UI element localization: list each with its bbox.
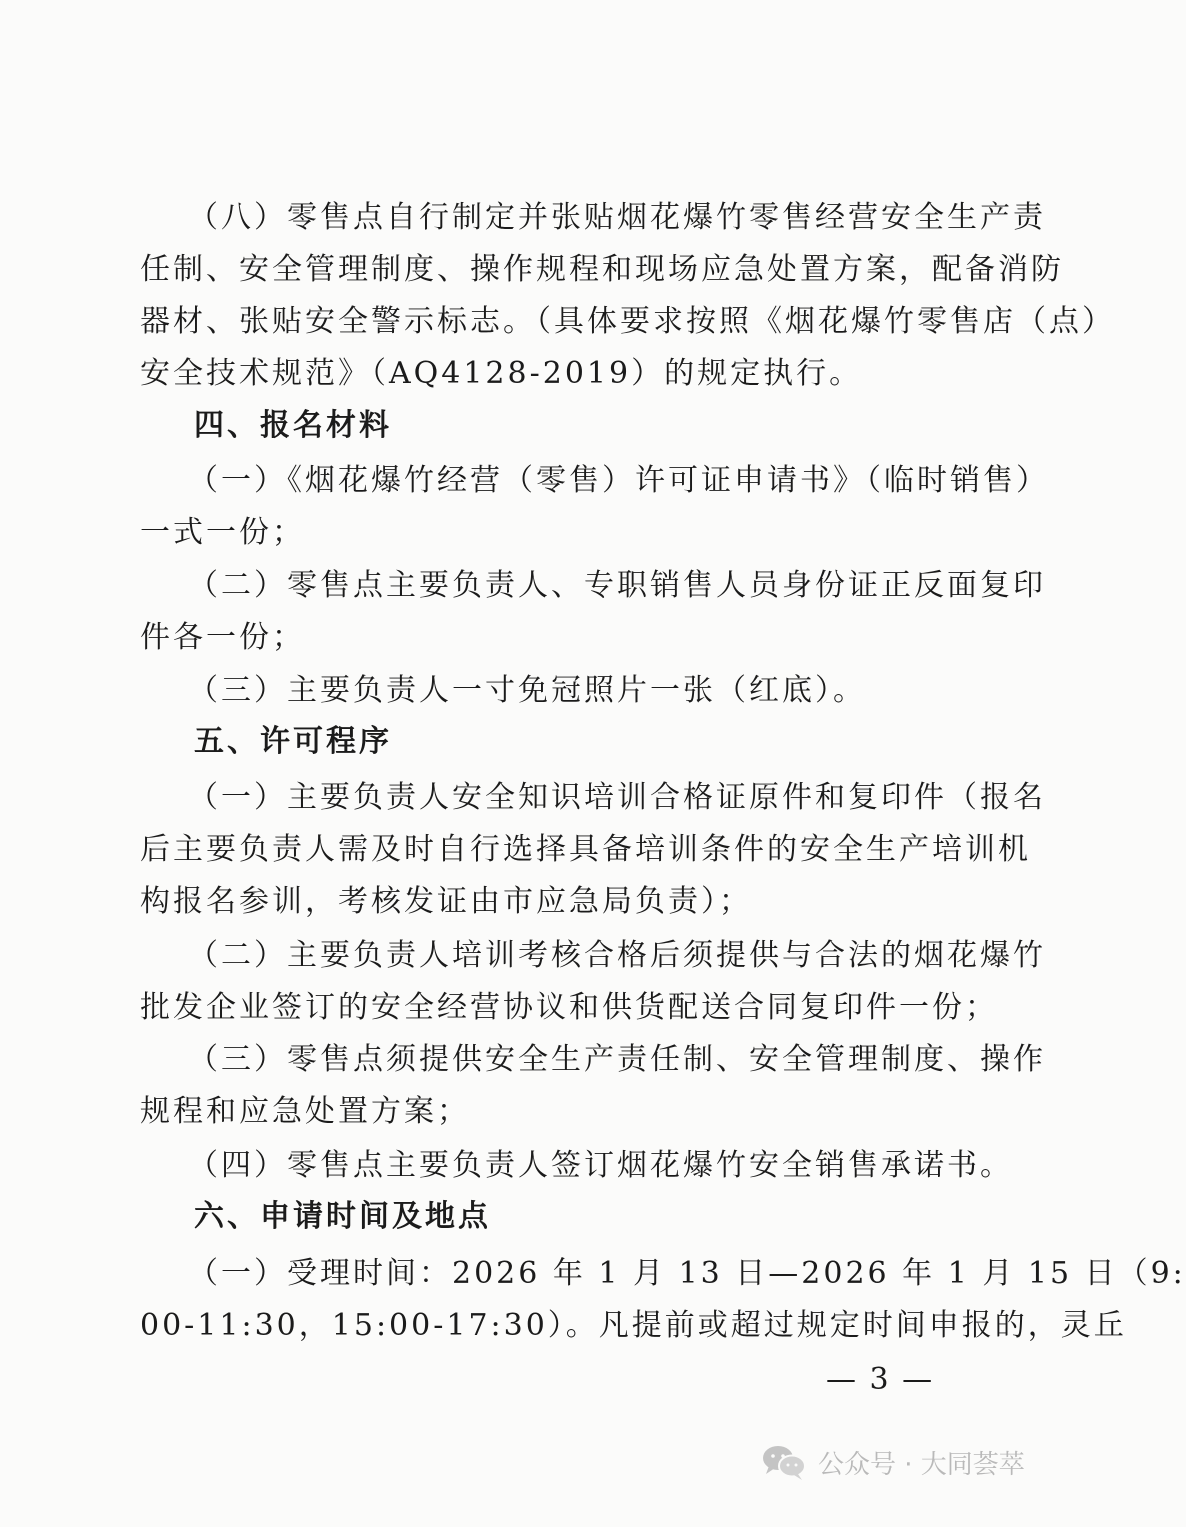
paragraph-line: （三）主要负责人一寸免冠照片一张（红底）。 — [188, 673, 866, 708]
paragraph-line: 件各一份； — [140, 620, 305, 655]
section-heading: 四、报名材料 — [194, 408, 392, 443]
paragraph-line: 任制、安全管理制度、操作规程和现场应急处置方案，配备消防 — [140, 252, 1064, 287]
paragraph-line: 安全技术规范》（AQ4128-2019）的规定执行。 — [140, 356, 863, 391]
paragraph-line: （二）零售点主要负责人、专职销售人员身份证正反面复印 — [188, 568, 1046, 603]
paragraph-line: 构报名参训，考核发证由市应急局负责）； — [140, 884, 752, 919]
paragraph-line: 规程和应急处置方案； — [140, 1094, 470, 1129]
watermark-text: 公众号 · 大同荟萃 — [818, 1449, 1025, 1480]
paragraph-line: 批发企业签订的安全经营协议和供货配送合同复印件一份； — [140, 990, 998, 1025]
paragraph-line: （一）主要负责人安全知识培训合格证原件和复印件（报名 — [188, 780, 1046, 815]
paragraph-line: 器材、张贴安全警示标志。（具体要求按照《烟花爆竹零售店（点） — [140, 304, 1115, 339]
section-heading: 六、申请时间及地点 — [194, 1199, 491, 1234]
paragraph-line: 一式一份； — [140, 515, 305, 550]
paragraph-line: （二）主要负责人培训考核合格后须提供与合法的烟花爆竹 — [188, 938, 1046, 973]
paragraph-line: 00-11:30，15:00-17:30）。凡提前或超过规定时间申报的，灵丘 — [140, 1308, 1127, 1343]
paragraph-line: 后主要负责人需及时自行选择具备培训条件的安全生产培训机 — [140, 832, 1031, 867]
paragraph-line: （三）零售点须提供安全生产责任制、安全管理制度、操作 — [188, 1042, 1046, 1077]
wechat-watermark — [760, 1438, 1025, 1486]
paragraph-line: （四）零售点主要负责人签订烟花爆竹安全销售承诺书。 — [188, 1148, 1013, 1183]
section-heading: 五、许可程序 — [194, 724, 392, 759]
wechat-icon — [760, 1442, 808, 1482]
paragraph-line: （一）受理时间：2026 年 1 月 13 日—2026 年 1 月 15 日（9: — [188, 1256, 1186, 1291]
paragraph-line: （一）《烟花爆竹经营（零售）许可证申请书》（临时销售） — [188, 463, 1049, 498]
paragraph-line: （八）零售点自行制定并张贴烟花爆竹零售经营安全生产责 — [188, 200, 1046, 235]
page-number: — 3 — — [826, 1362, 935, 1397]
